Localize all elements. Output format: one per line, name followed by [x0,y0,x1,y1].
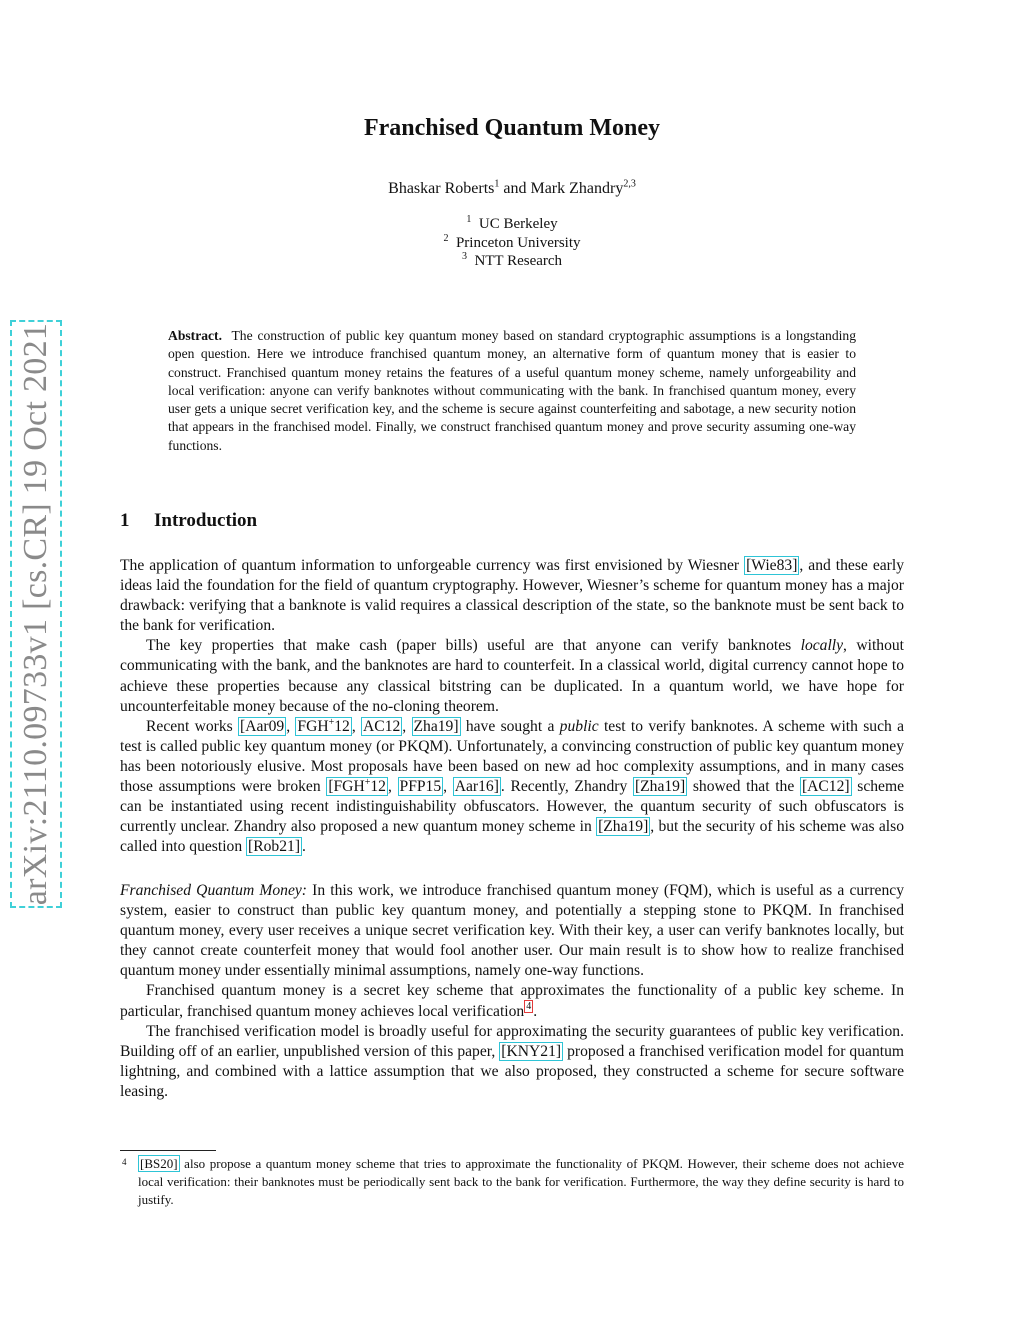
citation-link[interactable]: [KNY21] [501,1042,562,1060]
affil-sup: 3 [461,251,467,262]
paragraph: Franchised Quantum Money: In this work, we introduce franchised quantum money (FQM), which is useful as a currency system, easier to construct than public key quantum money, and potentially a stepping stone to PKQM. In franchised quantum money, every user receives a unique secret verification key. With their key, a user can verify banknotes locally, but they cannot create counterfeit money that would fool another user. Our main result is to show how to realize franchised quantum money under essentially minimal assumptions, namely one-way functions. [120,882,904,980]
footnote-text: [BS20] also propose a quantum money scheme that tries to approximate the functionality of PKQM. However, their scheme does not achieve local verification: their banknotes must be periodically sent back to the bank for verification. Furthermore, the way they define security is hard to justify. [138,1156,904,1208]
paragraph-lead: Franchised Quantum Money: [120,882,307,899]
paragraph: The application of quantum information to unforgeable currency was first envisioned by Wiesner [Wie83] , and these early ideas laid the foundation for the field of quantum cryptography. However, Wiesner’s scheme for quantum money has a major drawback: verifying that a banknote is valid requires a classical description of the state, so the banknote must be sent back to the bank for verification. [120,557,904,635]
citation-link[interactable]: [Aar09 [240,717,285,735]
paragraph: Franchised quantum money is a secret key scheme that approximates the functionality of a public key scheme. In particular, franchised quantum money achieves local verification $^4$ . [120,982,904,1020]
affiliations [0,215,1024,271]
citation-link[interactable]: [FGH+12 [328,776,386,796]
citation-link[interactable]: Zha19] [413,717,459,735]
citation-link[interactable]: AC12 [363,717,401,735]
citation-link[interactable]: [AC12] [801,778,850,796]
section-heading [120,510,257,532]
affiliation [0,234,1024,253]
abstract-label: Abstract. [168,328,222,343]
abstract [168,327,856,455]
arxiv-side-stamp[interactable] [10,320,62,908]
author-name: Bhaskar Roberts [388,180,495,197]
citation-link[interactable]: [BS20] [140,1156,178,1171]
section-number: 1 [120,510,130,531]
affiliation [0,252,1024,271]
footnote-number: 4 [122,1157,127,1167]
paragraph: Recent works [Aar09 , FGH+12 , AC12 , Zha19] have sought a public test to verify banknotes. A scheme with such a test is called public key quantum money (or PKQM). Unfortunately, a convincing construction of public key quantum money has been notoriously elusive. Most proposals have been based on new ad hoc complexity assumptions, and in many cases those assumptions were broken [FGH+12 , PFP15 , Aar16] . Recently, Zhandry [Zha19] showed that the [AC12] scheme can be instantiated using recent indistinguishability obfuscators. However, the quantum security of such obfuscators is currently unclear. Zhandry also proposed a new quantum money scheme in [Zha19] , but the security of his scheme was also called into question [Rob21] . [120,716,905,856]
citation-link[interactable]: [Zha19] [598,818,649,836]
abstract-text: The construction of public key quantum money based on standard cryptographic assumptions is a longstanding open question. Here we introduce franchised quantum money, an alternative form of quantum money that is easier to construct. Franchised quantum money retains the features of a useful quantum money scheme, namely unforgeability and local verification: anyone can verify banknotes without communicating with the bank. In franchised quantum money, every user gets a unique secret verification key, and the scheme is secure against counterfeiting and sabotage, a new security notion that appears in the franchised model. Finally, we construct franchised quantum money and prove security assuming one-way functions. [168,328,856,453]
affil-name: Princeton University [455,234,581,251]
footnote-link[interactable]: 4 [526,1001,532,1013]
affil-sup: 2 [443,232,449,244]
affiliation [0,215,1024,234]
citation-link[interactable]: [Zha19] [634,778,686,796]
paragraph: The key properties that make cash (paper bills) useful are that anyone can verify banknotes locally, without communicating with the bank, and the banknotes are hard to counterfeit. In a classical world, digital currency cannot hope to achieve these properties because any classical bitstring can be duplicated. In a quantum world, we have hope for uncounterfeitable money because of the no-cloning theorem. [120,637,905,715]
paper-title: Franchised Quantum Money [363,115,660,141]
affil-name: NTT Research [474,253,563,269]
author-name: Mark Zhandry [530,180,624,197]
citation-link[interactable]: [Wie83] [746,557,798,574]
citation-link[interactable]: Aar16] [454,778,499,796]
arxiv-identifier: arXiv:2110.09733v1 [cs.CR] 19 Oct 2021 [17,322,54,906]
author-affil-sup: 2,3 [623,178,636,190]
author-affil-sup: 1 [494,178,500,190]
footnote [120,1155,904,1210]
author-conjunction: and [499,180,531,197]
citation-link[interactable]: PFP15 [399,778,442,796]
affil-name: UC Berkeley [478,216,558,232]
section-title: Introduction [154,510,258,531]
footnote-divider [120,1150,216,1151]
author-line [0,180,1024,198]
paragraph: The franchised verification model is broadly useful for approximating the security guarantees of public key verification. Building off of an earlier, unpublished version of this paper, [KNY21] proposed a franchised verification model for quantum lightning, and combined with a lattice assumption that we also proposed, they constructed a scheme for secure software leasing. [120,1022,905,1100]
intro-body-upper [120,556,904,857]
intro-body-lower [120,881,904,1102]
affil-sup: 1 [466,214,472,225]
citation-link[interactable]: [Rob21] [248,838,301,856]
citation-link[interactable]: FGH+12 [297,716,350,735]
